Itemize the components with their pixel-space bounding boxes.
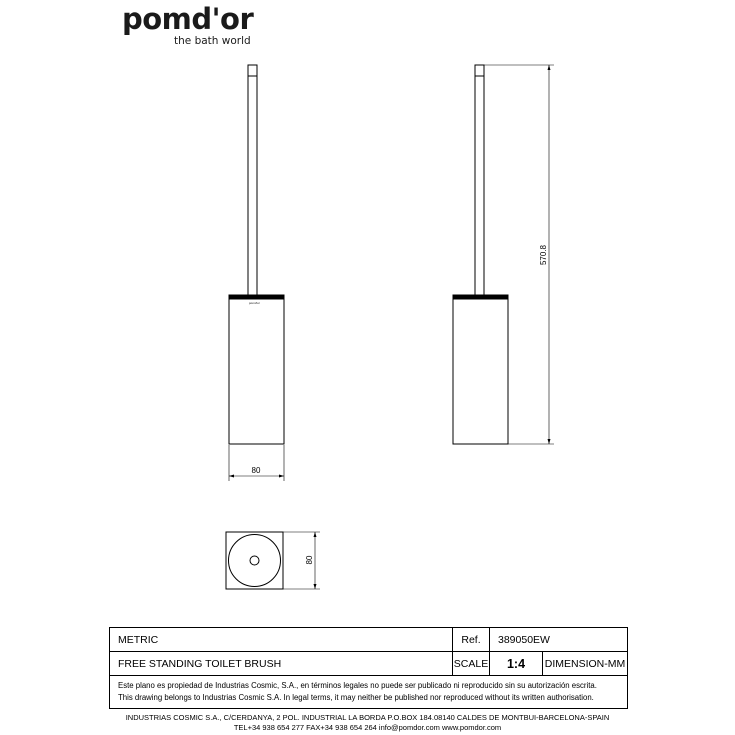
front-handle-cap <box>248 65 257 76</box>
height-arrow-top <box>548 65 551 70</box>
logo-tagline: the bath world <box>174 35 251 47</box>
scale-label: SCALE <box>453 652 490 676</box>
front-holder-body <box>229 298 284 444</box>
side-handle-rod <box>475 76 484 295</box>
plan-arrow-top <box>314 532 317 537</box>
height-dimension: 570.8 <box>539 244 548 266</box>
front-holder-brand-mark: pomd'or <box>249 301 260 305</box>
dimension-unit: DIMENSION-MM <box>543 652 628 676</box>
front-width-arrow-left <box>229 475 234 478</box>
plan-arrow-bottom <box>314 584 317 589</box>
height-arrow-bottom <box>548 439 551 444</box>
front-width-arrow-right <box>279 475 284 478</box>
legal-notice <box>110 676 628 709</box>
title-block <box>109 627 628 709</box>
front-handle-rod <box>248 76 257 295</box>
side-holder-body <box>453 298 508 444</box>
logo-wordmark: pomd'or <box>122 2 254 36</box>
front-view <box>229 65 284 481</box>
product-name: FREE STANDING TOILET BRUSH <box>110 652 453 676</box>
plan-outer-circle <box>229 535 281 587</box>
side-handle-cap <box>475 65 484 76</box>
legal-notice-en: This drawing belongs to Industrias Cosmic S.A. In legal terms, it may neither be published nor reproduced without its written authorisation. <box>118 693 594 702</box>
plan-depth-dimension: 80 <box>305 555 314 565</box>
front-width-dimension: 80 <box>251 466 261 475</box>
footer-contact: TEL+34 938 654 277 FAX+34 938 654 264 info@pomdor.com www.pomdor.com <box>233 723 502 732</box>
ref-label: Ref. <box>453 628 490 652</box>
measurement-system: METRIC <box>110 628 453 652</box>
scale-value: 1:4 <box>490 652 543 676</box>
legal-notice-es: Este plano es propiedad de Industrias Cosmic, S.A., en términos legales no puede ser publicado ni reproducido sin su autorización escrita. <box>118 681 597 690</box>
plan-hole <box>250 556 259 565</box>
company-footer <box>0 713 735 733</box>
footer-address: INDUSTRIAS COSMIC S.A., C/CERDANYA, 2 POL. INDUSTRIAL LA BORDA P.O.BOX 184.08140 CALDES DE MONTBUI-BARCELONA-SPAIN <box>125 713 610 722</box>
plan-outline <box>226 532 283 589</box>
ref-value: 389050EW <box>490 628 628 652</box>
